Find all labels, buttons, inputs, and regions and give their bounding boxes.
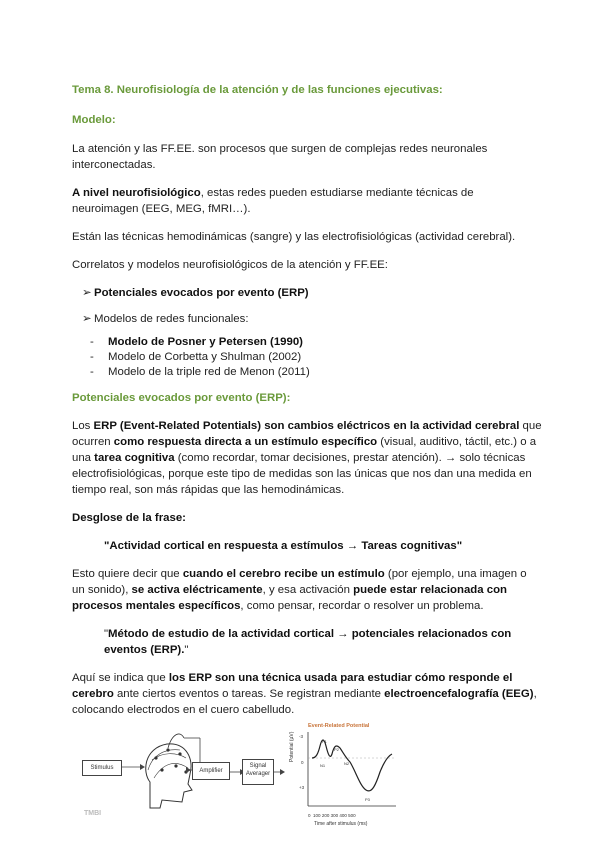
x-tick: 300 <box>330 813 339 818</box>
bullet-label: Potenciales evocados por evento (ERP) <box>94 287 309 299</box>
list-item: - Modelo de la triple red de Menon (2011) <box>90 366 310 378</box>
arrow-bullet-icon: ➢ <box>82 287 92 299</box>
y-tick: +3 <box>299 785 305 790</box>
bullet-models <box>72 311 542 327</box>
x-tick: 100 <box>313 813 321 818</box>
peak-label: N1 <box>320 763 326 768</box>
list-item-text: Modelo de Posner y Petersen (1990) <box>108 336 303 348</box>
paragraph-erp-definition: Los ERP (Event-Related Potentials) son cambios eléctricos en la actividad cerebral que ocurren como respuesta directa a un estímulo específico (visual, auditivo, táctil, etc.) o a una tarea cognitiva (como recordar, tomar decisiones, prestar atención). → solo técnicas electrofisiológicas, porque este tipo de medidas son las únicas que nos dan una medida en tiempo real, son más rápidas que las hemodinámicas. <box>72 420 542 496</box>
quote-1: "Actividad cortical en respuesta a estímulos → Tareas cognitivas" <box>104 540 463 552</box>
section-heading-erp: Potenciales evocados por evento (ERP): <box>72 392 291 404</box>
x-tick: 500 <box>348 813 356 818</box>
x-tick: 200 <box>321 813 330 818</box>
erp-figure <box>72 712 532 832</box>
paragraph-neuro <box>72 185 542 217</box>
list-item-text: Modelo de Corbetta y Shulman (2002) <box>108 351 302 363</box>
peak-label: P2 <box>334 747 339 752</box>
document-page <box>72 82 542 730</box>
bold-text: A nivel neurofisiológico <box>72 187 201 199</box>
paragraph-final: Aquí se indica que los ERP son una técnica usada para estudiar cómo responde el cerebro ante ciertos eventos o tareas. Se registran mediante electroencefalografía (EEG), colocando electrodos en el cuero cabelludo. <box>72 672 537 716</box>
desglose-heading: Desglose de la frase: <box>72 512 186 524</box>
head-electrodes-icon <box>146 734 192 808</box>
erp-chart-title: Event-Related Potential <box>308 723 370 729</box>
list-item: - Modelo de Corbetta y Shulman (2002) <box>90 351 302 363</box>
watermark: TMBI <box>84 810 102 817</box>
list-item-text: Modelo de la triple red de Menon (2011) <box>108 366 310 378</box>
paragraph-intro: La atención y las FF.EE. son procesos que surgen de complejas redes neuronales interconectadas. <box>72 143 488 171</box>
amplifier-box: Amplifier <box>192 762 230 780</box>
stimulus-box: Stimulus <box>82 760 122 776</box>
peak-label: N2 <box>344 761 350 766</box>
models-list <box>72 335 542 380</box>
x-tick: 400 <box>339 813 347 818</box>
erp-x-label: Time after stimulus (ms) <box>314 821 368 827</box>
averager-box: Signal Averager <box>242 759 274 785</box>
bullet-label: Modelos de redes funcionales: <box>94 313 249 325</box>
y-tick: 0 <box>301 760 304 765</box>
text: , estas redes pueden estudiarse mediante técnicas de neuroimagen (EEG, MEG, fMRI…). <box>72 187 474 215</box>
paragraph-techniques: Están las técnicas hemodinámicas (sangre) y las electrofisiológicas (actividad cerebral). <box>72 231 516 243</box>
peak-label: P3 <box>365 797 370 802</box>
peak-label: P1 <box>322 739 327 744</box>
bullet-erp <box>72 285 542 301</box>
section-heading-modelo: Modelo: <box>72 114 116 126</box>
page-title: Tema 8. Neurofisiología de la atención y de las funciones ejecutivas: <box>72 84 443 96</box>
arrow-bullet-icon: ➢ <box>82 313 92 325</box>
paragraph-correlatos: Correlatos y modelos neurofisiológicos de la atención y FF.EE: <box>72 259 388 271</box>
y-tick: -3 <box>299 734 304 739</box>
quote-2: "Método de estudio de la actividad cortical → potenciales relacionados con eventos (ERP)." <box>104 628 512 656</box>
arrow-head-icon <box>140 764 145 770</box>
list-item: - Modelo de Posner y Petersen (1990) <box>90 336 303 348</box>
erp-y-label: Potential (µV) <box>289 731 295 762</box>
paragraph-explanation: Esto quiere decir que cuando el cerebro recibe un estímulo (por ejemplo, una imagen o un sonido), se activa eléctricamente, y esa activación puede estar relacionada con procesos mentales específicos, como pensar, recordar o resolver un problema. <box>72 568 527 612</box>
x-tick: 0 <box>308 813 311 818</box>
